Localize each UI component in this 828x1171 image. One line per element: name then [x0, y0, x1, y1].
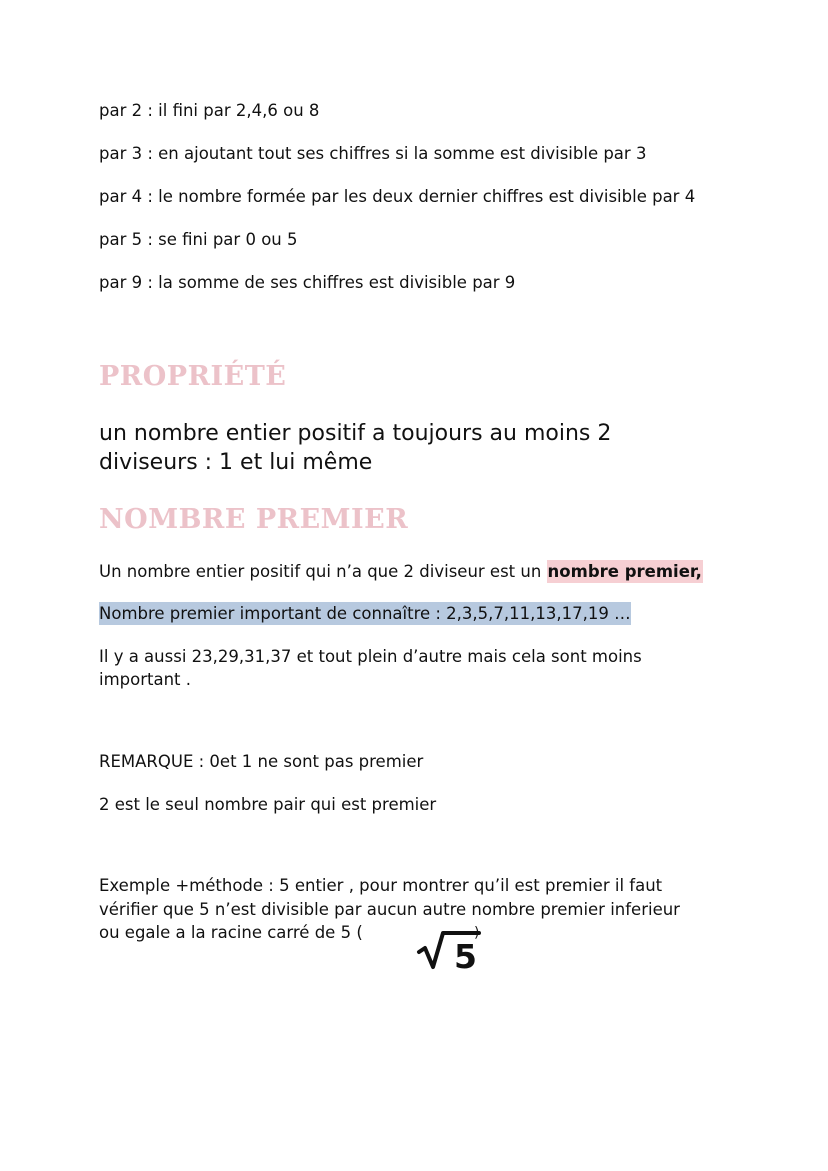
exemple-line3: ou egale a la racine carré de 5 (: [99, 923, 363, 942]
important-primes: [99, 602, 631, 626]
rule-par-5: par 5 : se fini par 0 ou 5: [99, 230, 298, 249]
definition-text: Un nombre entier positif qui n’a que 2 diviseur est un: [99, 562, 547, 581]
radicand-5: 5: [454, 937, 477, 973]
propriete-text-line2: diviseurs : 1 et lui même: [99, 450, 373, 475]
remarque-2-pair: 2 est le seul nombre pair qui est premier: [99, 795, 437, 814]
rule-par-9: par 9 : la somme de ses chiffres est divisible par 9: [99, 273, 516, 292]
other-primes-line1: Il y a aussi 23,29,31,37 et tout plein d’autre mais cela sont moins: [99, 647, 642, 666]
propriete-text-line1: un nombre entier positif a toujours au moins 2: [99, 421, 612, 446]
closing-paren: ): [474, 925, 480, 941]
exemple-line1: Exemple +méthode : 5 entier , pour montrer qu’il est premier il faut: [99, 876, 663, 895]
square-root-of-5-icon: [416, 921, 486, 973]
rule-par-2: par 2 : il fini par 2,4,6 ou 8: [99, 101, 320, 120]
other-primes-line2: important .: [99, 670, 192, 689]
highlight-nombre-premier: nombre premier,: [547, 562, 702, 581]
definition-nombre-premier: [99, 560, 703, 584]
highlight-important-primes: Nombre premier important de connaître : 2,3,5,7,11,13,17,19 …: [99, 604, 631, 623]
exemple-line2: vérifier que 5 n’est divisible par aucun autre nombre premier inferieur: [99, 900, 680, 919]
heading-nombre-premier: NOMBRE PREMIER: [99, 504, 409, 535]
rule-par-3: par 3 : en ajoutant tout ses chiffres si la somme est divisible par 3: [99, 144, 647, 163]
remarque-0-1: REMARQUE : 0et 1 ne sont pas premier: [99, 752, 424, 771]
rule-par-4: par 4 : le nombre formée par les deux dernier chiffres est divisible par 4: [99, 187, 696, 206]
heading-propriete: PROPRIÉTÉ: [99, 361, 287, 392]
